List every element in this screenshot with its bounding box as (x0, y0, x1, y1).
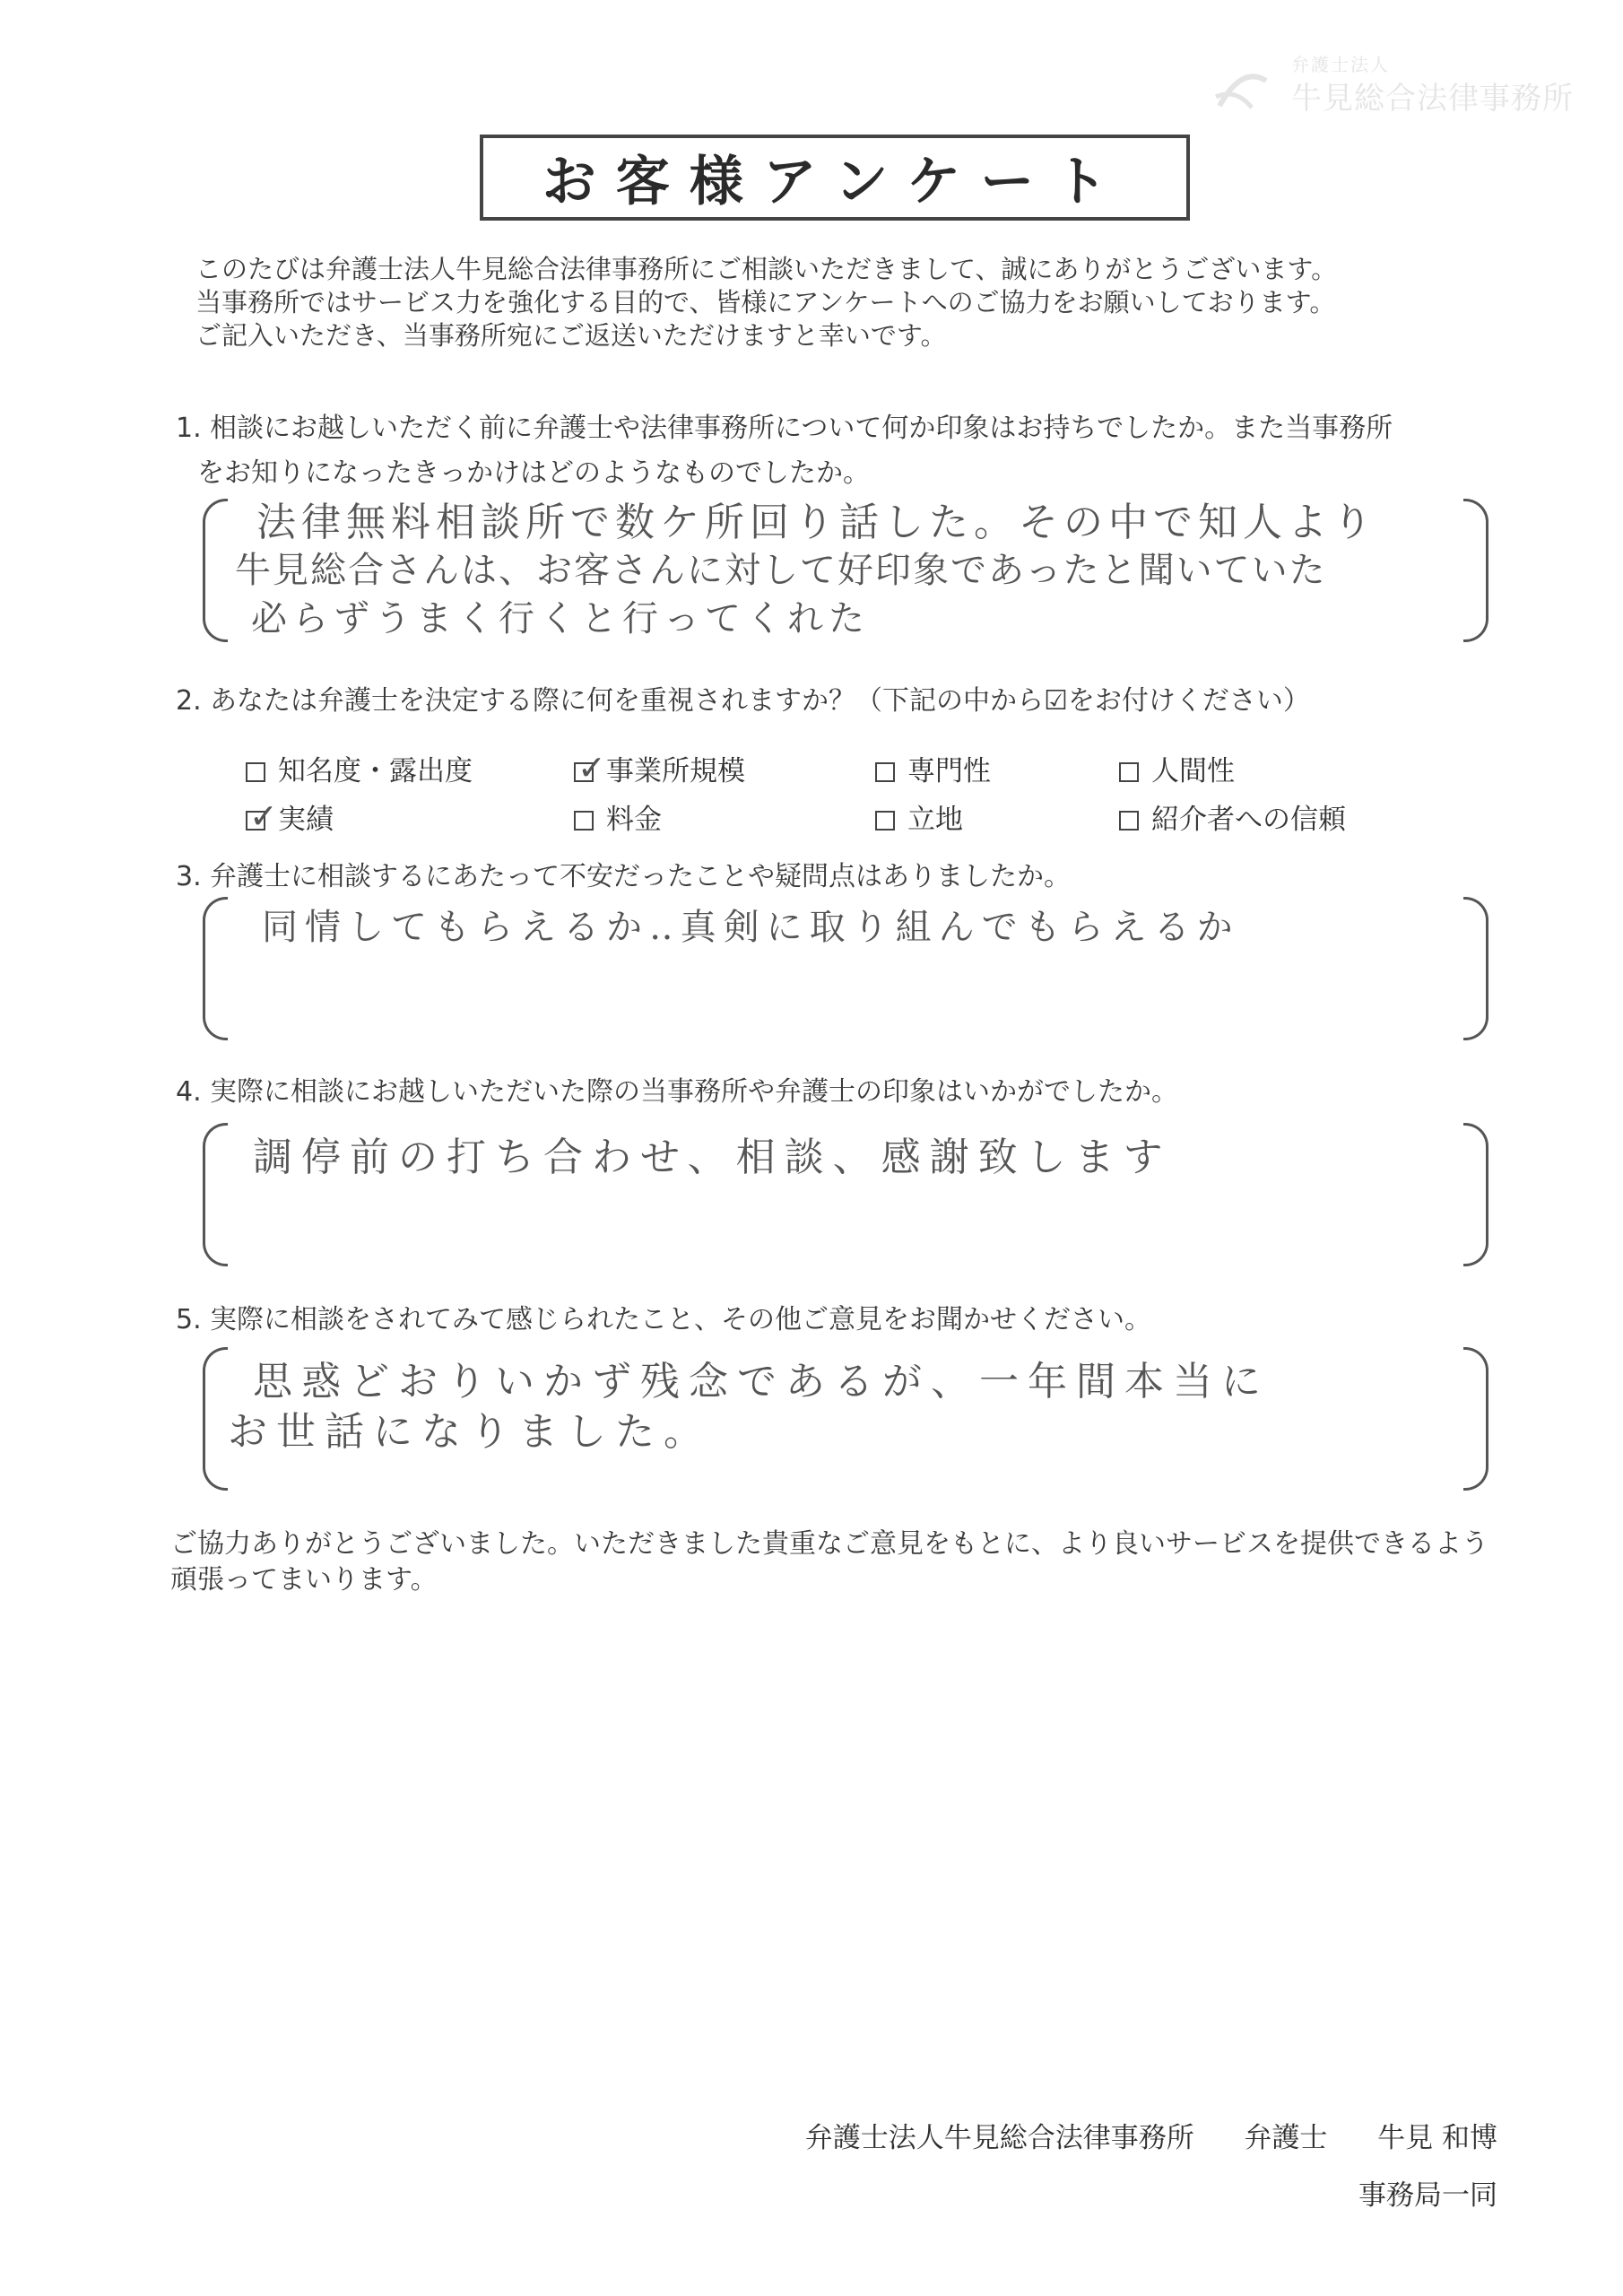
option-location[interactable] (875, 796, 963, 837)
question-text: 弁護士に相談するにあたって不安だったことや疑問点はありましたか。 (210, 861, 1071, 892)
handwritten-answer: 牛見総合さんは、お客さんに対して好印象であったと聞いていた (235, 550, 1327, 591)
handwritten-answer: 思惑どおりいかず残念であるが、一年間本当に (253, 1359, 1270, 1405)
question-4 (176, 1074, 1178, 1110)
checkbox-checked[interactable] (246, 796, 278, 836)
option-label: 料金 (606, 804, 662, 836)
option-label: 実績 (278, 804, 334, 836)
title-box (480, 135, 1190, 221)
intro-line: ご記入いただき、当事務所宛にご返送いただけますと幸いです。 (195, 320, 947, 351)
closing-line: ご協力ありがとうございました。いただきました貴重なご意見をもとに、より良いサービスを提供できるよう (170, 1528, 1488, 1560)
answer-bracket-left (203, 499, 228, 642)
checkbox[interactable] (1119, 762, 1139, 782)
option-label: 専門性 (907, 755, 991, 787)
question-text: 実際に相談をされてみて感じられたこと、その他ご意見をお聞かせください。 (210, 1304, 1151, 1335)
question-2 (176, 683, 1310, 719)
question-number: 4. (176, 1076, 202, 1108)
checkbox[interactable] (875, 762, 895, 782)
question-1 (176, 411, 1393, 491)
question-5 (176, 1302, 1151, 1338)
firm-logo (1211, 43, 1587, 124)
question-number: 1. (176, 413, 202, 444)
intro-line: このたびは弁護士法人牛見総合法律事務所にご相談いただきまして、誠にありがとうございます。 (195, 254, 1338, 284)
signer-role: 弁護士 (1244, 2122, 1328, 2154)
option-label: 紹介者への信頼 (1151, 804, 1346, 836)
option-label: 立地 (907, 804, 963, 836)
logo-main-text: 牛見総合法律事務所 (1291, 81, 1574, 117)
handwritten-answer: 必らずうまく行くと行ってくれた (251, 598, 870, 639)
logo-small-text: 弁護士法人 (1291, 54, 1390, 75)
question-text: 実際に相談にお越しいただいた際の当事務所や弁護士の印象はいかがでしたか。 (210, 1076, 1178, 1108)
option-label: 事業所規模 (606, 755, 745, 787)
answer-bracket-right (1463, 1123, 1488, 1266)
option-track-record[interactable] (246, 796, 334, 837)
answer-bracket-right (1463, 499, 1488, 642)
option-label: 人間性 (1151, 755, 1235, 787)
handwritten-answer: お世話になりました。 (228, 1409, 712, 1455)
firm-name: 弁護士法人牛見総合法律事務所 (804, 2122, 1194, 2154)
answer-bracket-left (203, 1123, 228, 1266)
signature-block (805, 2109, 1497, 2224)
checkbox[interactable] (574, 811, 594, 831)
option-label: 知名度・露出度 (278, 755, 473, 787)
question-3 (176, 859, 1071, 895)
option-referrer-trust[interactable] (1119, 796, 1346, 837)
option-expertise[interactable] (875, 748, 991, 788)
signer-name: 牛見 和博 (1377, 2122, 1497, 2154)
answer-bracket-right (1463, 897, 1488, 1040)
option-office-scale[interactable] (574, 748, 745, 788)
option-fee[interactable] (574, 796, 662, 837)
question-text: をお知りになったきっかけはどのようなものでしたか。 (197, 457, 870, 489)
intro-text (195, 253, 1337, 352)
answer-bracket-right (1463, 1347, 1488, 1491)
office-staff: 事務局一同 (1358, 2179, 1497, 2212)
option-personality[interactable] (1119, 748, 1235, 788)
check-mark-icon: ✓ (577, 748, 606, 787)
handwritten-answer: 同情してもらえるか‥真剣に取り組んでもらえるか (262, 907, 1240, 948)
answer-bracket-left (203, 1347, 228, 1491)
answer-bracket-left (203, 897, 228, 1040)
question-text: あなたは弁護士を決定する際に何を重視されますか？（下記の中から☑をお付けください） (210, 685, 1310, 717)
page-title: お客様アンケート (542, 151, 1128, 213)
question-number: 5. (176, 1304, 202, 1335)
handwritten-answer: 調停前の打ち合わせ、相談、感謝致します (253, 1135, 1172, 1180)
closing-line: 頑張ってまいります。 (170, 1564, 438, 1596)
question-number: 2. (176, 685, 202, 717)
checkbox[interactable] (875, 811, 895, 831)
question-number: 3. (176, 861, 202, 892)
question-text: 相談にお越しいただく前に弁護士や法律事務所について何か印象はお持ちでしたか。また当事務所 (210, 413, 1393, 444)
option-name-recognition[interactable] (246, 748, 473, 788)
check-mark-icon: ✓ (249, 796, 278, 836)
checkbox[interactable] (246, 762, 265, 782)
handwritten-answer: 法律無料相談所で数ケ所回り話した。その中で知人より (256, 500, 1377, 545)
intro-line: 当事務所ではサービス力を強化する目的で、皆様にアンケートへのご協力をお願いしております。 (195, 287, 1336, 317)
checkbox[interactable] (1119, 811, 1139, 831)
checkbox-checked[interactable] (574, 748, 606, 787)
closing-message (170, 1526, 1488, 1598)
logo-mark-icon (1211, 61, 1273, 115)
